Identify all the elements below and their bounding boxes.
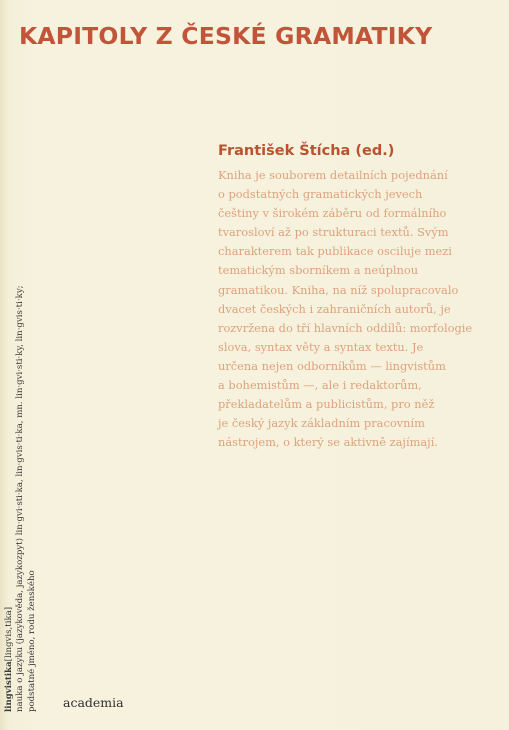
blurb-line: tvarosloví až po strukturaci textů. Svým: [218, 225, 449, 240]
blurb-line: nástrojem, o který se aktivně zajímají.: [218, 435, 438, 450]
blurb-line: o podstatných gramatických jevech: [218, 187, 423, 202]
blurb-line: je český jazyk základním pracovním: [218, 416, 425, 431]
definition-pronunciation: [lingvis,tika]: [4, 606, 14, 662]
dictionary-definition: [4, 285, 38, 712]
publisher-name: academia: [63, 695, 124, 710]
blurb-line: slova, syntax věty a syntax textu. Je: [218, 339, 424, 354]
blurb-line: překladatelům a publicistům, pro něž: [218, 397, 435, 412]
blurb-line: Kniha je souborem detailních pojednání: [218, 168, 448, 182]
blurb-line: charakterem tak publikace osciluje mezi: [218, 244, 452, 259]
definition-headword: lingvistika: [4, 661, 14, 712]
definition-headline: [4, 285, 15, 712]
blurb-line: tematickým sborníkem a neúplnou: [218, 263, 419, 278]
blurb-line: gramatikou. Kniha, na níž spolupracovalo: [218, 282, 459, 297]
definition-line-1: nauka o jazyku (jazykověda, jazykozpyt) lin·gvi·sti·ka, lin·gvis·ti·ka, mn. lin·gvi·sti·ky, lin·gvis·ti·ky;: [15, 285, 26, 712]
blurb-line: a bohemistům —, ale i redaktorům,: [218, 378, 422, 393]
book-blurb: [218, 166, 473, 452]
blurb-line: rozvržena do tří hlavních oddílů: morfologie: [218, 320, 473, 335]
blurb-line: češtiny v širokém záběru od formálního: [218, 206, 447, 221]
blurb-line: dvacet českých i zahraničních autorů, je: [218, 301, 451, 316]
definition-line-2: podstatné jméno, rodu ženského: [26, 570, 37, 712]
book-author: František Štícha (ed.): [218, 143, 395, 159]
book-title: KAPITOLY Z ČESKÉ GRAMATIKY: [19, 22, 433, 50]
blurb-line: určena nejen odborníkům — lingvistům: [218, 358, 446, 373]
